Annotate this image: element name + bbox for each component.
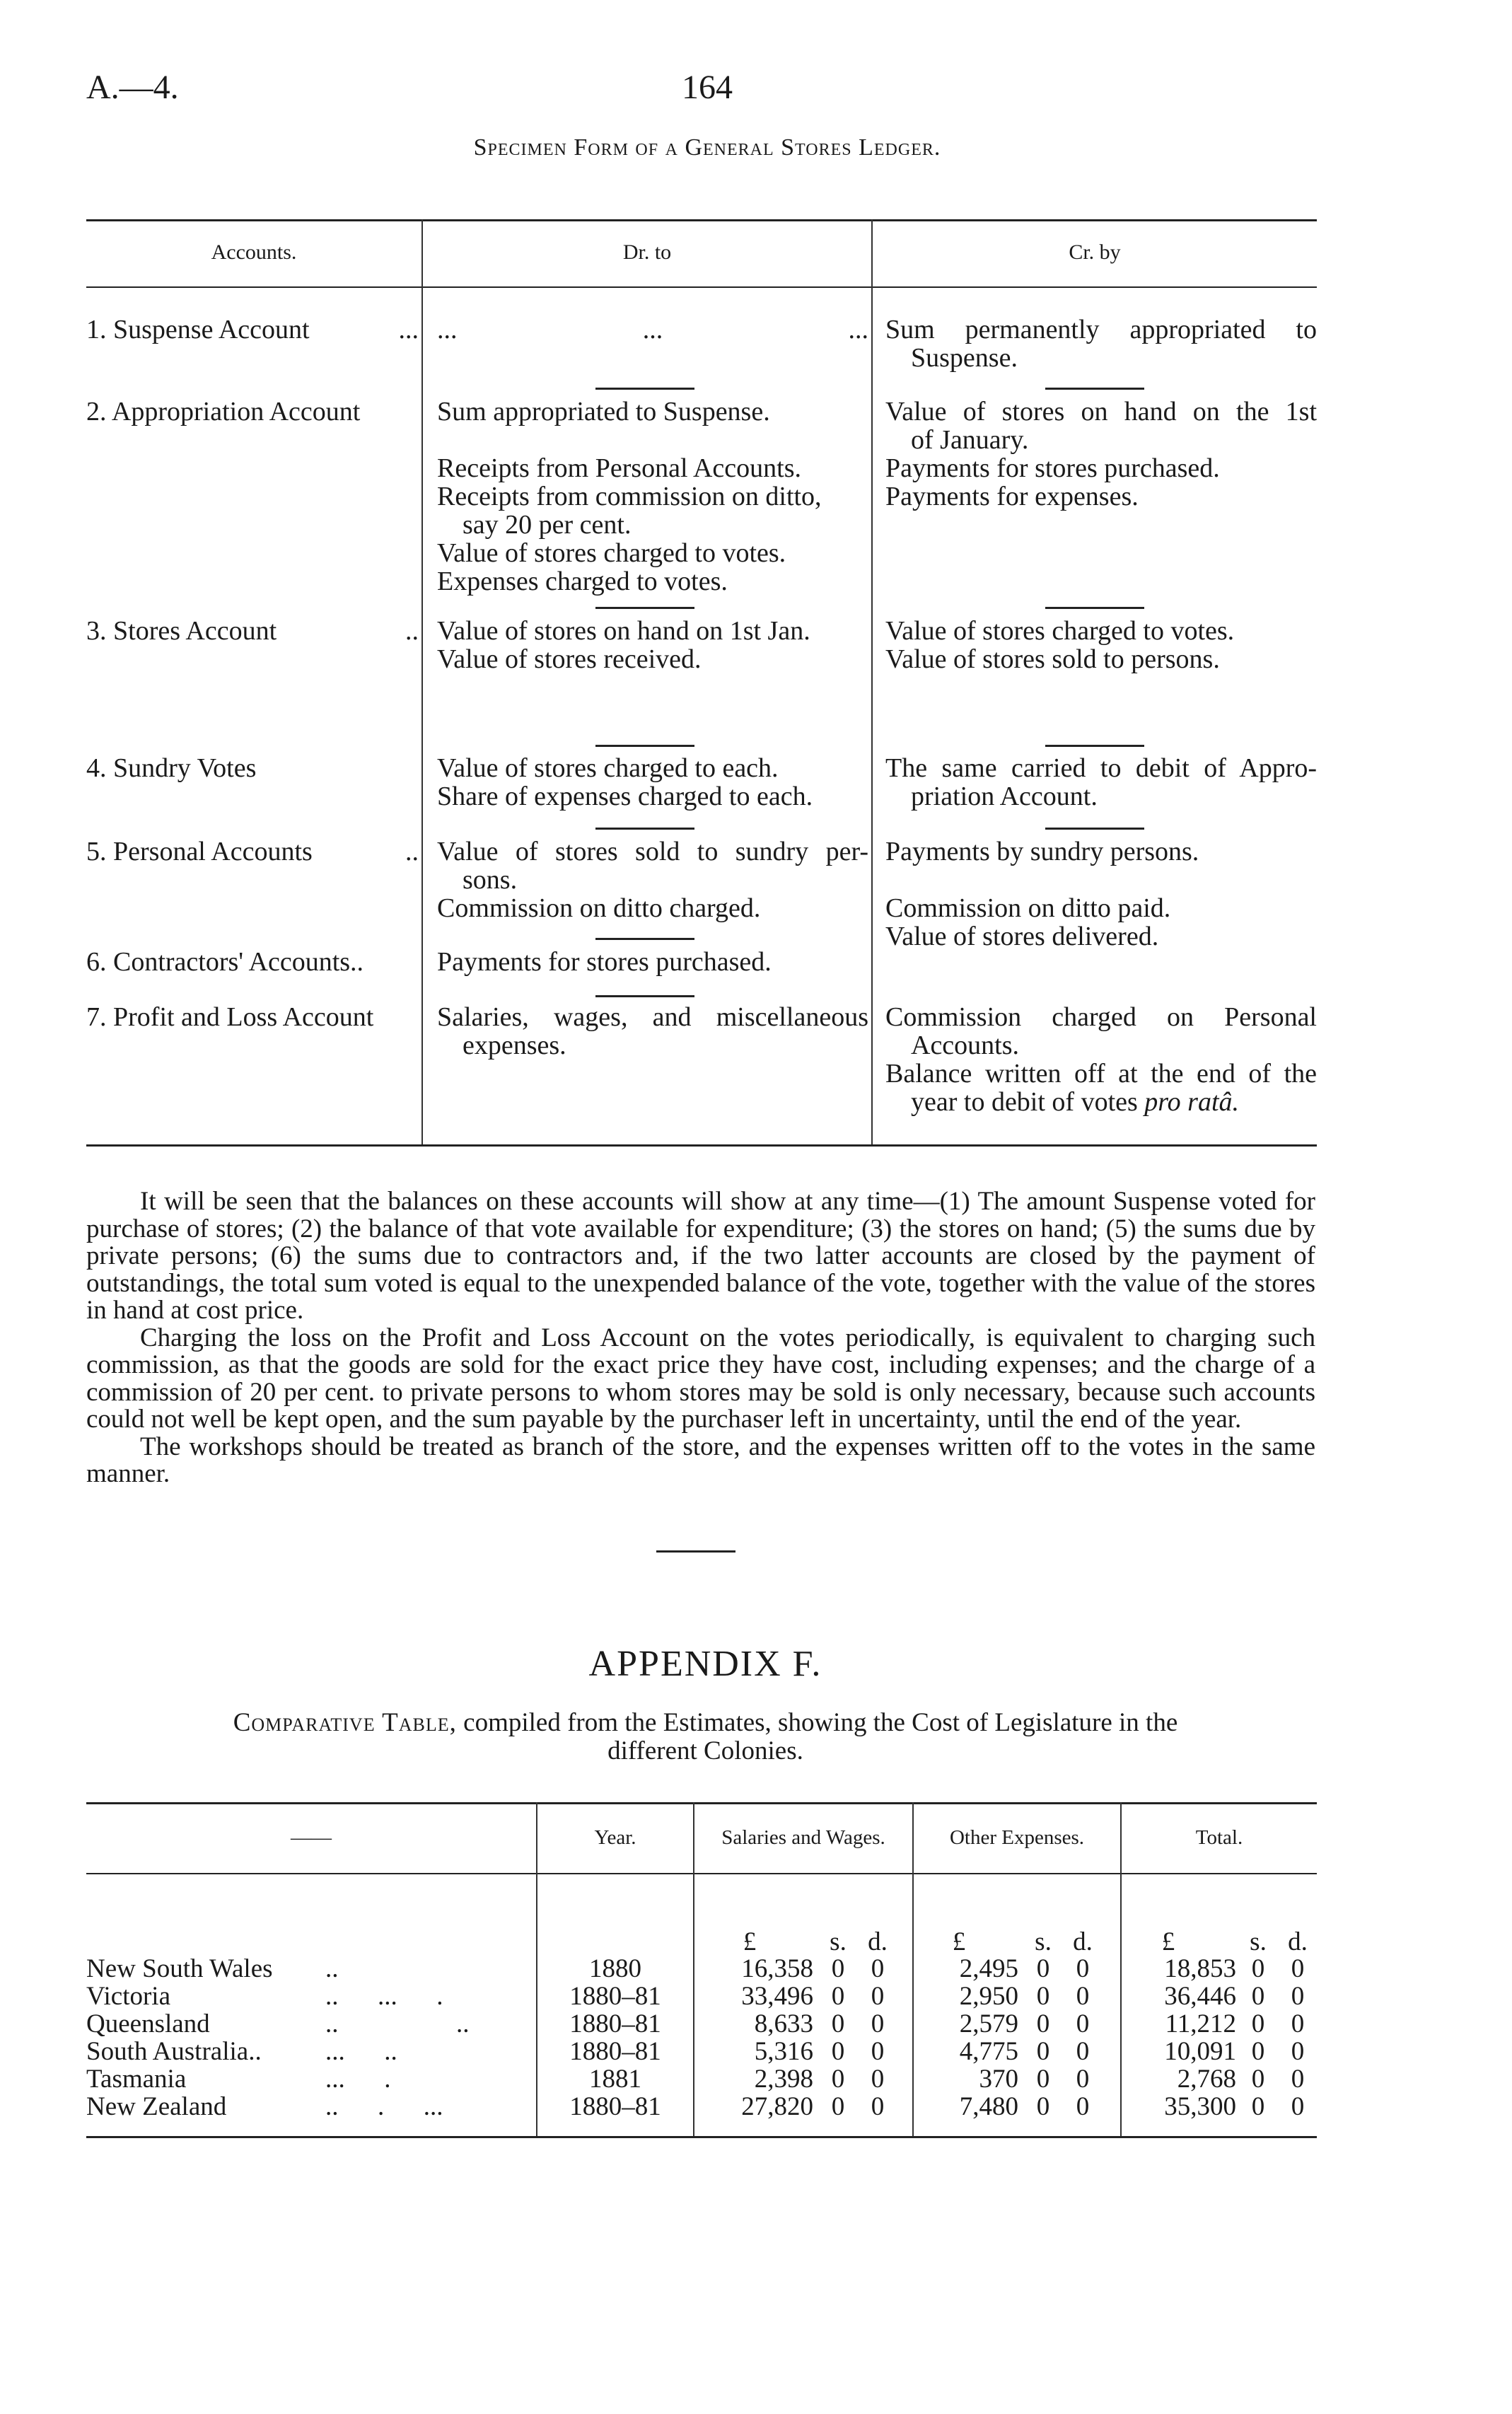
- debit-entry: [437, 754, 868, 811]
- unit-pound: £: [952, 1927, 966, 1956]
- cell-leader: ... ..: [325, 2037, 397, 2066]
- cell-leader: .. ... .: [325, 1982, 443, 2011]
- cell-salaries: 8,633: [754, 2009, 813, 2038]
- cell-other: 2,495: [959, 1954, 1018, 1983]
- cell-sal-s: 0: [831, 2037, 845, 2066]
- entry-text: Sum appropriated to Suspense.: [437, 397, 770, 426]
- entry-line: [437, 1031, 868, 1060]
- section-divider: [656, 1550, 735, 1553]
- entry-text: expenses.: [463, 1031, 566, 1060]
- separator-rule: [1045, 607, 1144, 609]
- cell-oth-d: 0: [1076, 1982, 1090, 2011]
- entry-line: [437, 837, 868, 866]
- entry-line: [885, 866, 1317, 894]
- ledger-top-rule: [86, 219, 1317, 221]
- cell-total: 36,446: [1164, 1982, 1236, 2011]
- header-cr: Cr. by: [1069, 240, 1121, 264]
- entry-line: [437, 567, 868, 596]
- cell-oth-d: 0: [1076, 2092, 1090, 2121]
- unit-pence: d.: [868, 1927, 888, 1956]
- entry-text: Value of stores delivered.: [885, 922, 1159, 951]
- entry-line: [885, 398, 1317, 426]
- account-label: 2. Appropriation Account: [86, 397, 361, 426]
- entry-text: Value of stores charged to votes.: [437, 538, 786, 568]
- entry-text: Value of stores charged to each.: [437, 753, 779, 783]
- cell-sal-s: 0: [831, 2009, 845, 2038]
- debit-entry: [437, 398, 868, 596]
- debit-entry: [437, 948, 868, 976]
- unit-shilling: s.: [830, 1927, 847, 1956]
- entry-text: of January.: [911, 425, 1029, 455]
- entry-text: Share of expenses charged to each.: [437, 782, 813, 811]
- cell-leader: ... .: [325, 2065, 391, 2094]
- cell-colony: Queensland: [86, 2009, 210, 2038]
- header-other: Other Expenses.: [949, 1826, 1085, 1849]
- entry-line: [437, 482, 868, 511]
- entry-text: Value of stores sold to sundry per-: [437, 837, 868, 866]
- ledger-account: [86, 617, 419, 645]
- entry-line: [437, 617, 868, 645]
- entry-line: [437, 398, 868, 426]
- cell-total: 11,212: [1165, 2009, 1236, 2038]
- entry-text: sons.: [463, 865, 518, 895]
- cell-salaries: 33,496: [741, 1982, 813, 2011]
- ledger-account: [86, 398, 419, 426]
- cell-total: 10,091: [1164, 2037, 1236, 2066]
- separator-rule: [595, 388, 694, 390]
- entry-text: priation Account.: [911, 782, 1098, 811]
- cell-colony: New South Wales: [86, 1954, 273, 1983]
- table-bottom-rule: [86, 2136, 1317, 2138]
- cell-tot-s: 0: [1251, 2065, 1265, 2094]
- leader-dots: ..: [405, 616, 419, 646]
- entry-text: year to debit of votes: [911, 1087, 1145, 1117]
- credit-entry: [885, 1003, 1317, 1116]
- cell-other: 4,775: [959, 2037, 1018, 2066]
- entry-text: Accounts.: [911, 1031, 1020, 1060]
- cell-leader: .. ..: [325, 2009, 470, 2038]
- cell-oth-d: 0: [1076, 2037, 1090, 2066]
- entry-text: ... ... ...: [437, 315, 868, 344]
- ledger-divider-right: [871, 219, 873, 1144]
- entry-line: [885, 344, 1317, 372]
- cell-sal-s: 0: [831, 2065, 845, 2094]
- explanatory-text: [86, 1188, 1315, 1488]
- table-top-rule: [86, 1802, 1317, 1804]
- unit-pound: £: [743, 1927, 757, 1956]
- separator-rule: [595, 745, 694, 747]
- entry-text: say 20 per cent.: [463, 510, 632, 540]
- header-dr: Dr. to: [622, 240, 672, 264]
- cell-total: 18,853: [1164, 1954, 1236, 1983]
- cell-oth-s: 0: [1036, 1982, 1050, 2011]
- cell-sal-s: 0: [831, 1982, 845, 2011]
- account-label: 6. Contractors' Accounts..: [86, 947, 364, 977]
- entry-line: [437, 426, 868, 454]
- cell-oth-s: 0: [1036, 1954, 1050, 1983]
- cell-sal-d: 0: [871, 2009, 885, 2038]
- table-header-rule: [86, 1873, 1317, 1874]
- entry-italic: pro ratâ.: [1144, 1087, 1240, 1117]
- entry-text: Commission charged on Personal: [885, 1002, 1317, 1032]
- entry-text: Value of stores received.: [437, 644, 702, 674]
- cell-oth-d: 0: [1076, 1954, 1090, 1983]
- entry-text: Value of stores on hand on 1st Jan.: [437, 616, 810, 646]
- account-label: 5. Personal Accounts: [86, 837, 313, 866]
- entry-line: [885, 617, 1317, 645]
- entry-line: [437, 866, 868, 894]
- entry-line: [885, 482, 1317, 511]
- credit-entry: [885, 617, 1317, 673]
- header-total: Total.: [1195, 1826, 1243, 1849]
- entry-line: [885, 894, 1317, 922]
- cell-tot-s: 0: [1251, 2009, 1265, 2038]
- cell-total: 2,768: [1177, 2065, 1236, 2094]
- cell-colony: Tasmania: [86, 2065, 187, 2094]
- entry-line: [885, 426, 1317, 454]
- appendix-caption: [0, 1709, 1411, 1765]
- unit-pound: £: [1161, 1927, 1175, 1956]
- table-divider: [1120, 1802, 1122, 2136]
- entry-line: [885, 782, 1317, 811]
- entry-text: Commission on ditto paid.: [885, 893, 1171, 923]
- account-label: 7. Profit and Loss Account: [86, 1002, 374, 1032]
- entry-line: [885, 754, 1317, 782]
- cell-sal-d: 0: [871, 1982, 885, 2011]
- ledger-bottom-rule: [86, 1144, 1317, 1147]
- table-divider: [912, 1802, 914, 2136]
- cell-sal-d: 0: [871, 2092, 885, 2121]
- debit-entry: [437, 1003, 868, 1060]
- page-number: 164: [682, 69, 733, 106]
- entry-text: Value of stores charged to votes.: [885, 616, 1235, 646]
- paragraph: Charging the loss on the Profit and Loss Account on the votes periodically, is equivalent to charging such commission, as that the goods are sold for the exact price they have cost, including expenses; and the charge of a commission of 20 per cent. to private persons to whom stores may be sold is only necessary, because such accounts could not well be kept open, and the sum payable by the purchaser left in uncertainty, until the end of the year.: [86, 1323, 1315, 1434]
- header-year: Year.: [594, 1826, 636, 1849]
- entry-text: Payments by sundry persons.: [885, 837, 1199, 866]
- entry-line: [885, 1088, 1317, 1116]
- separator-rule: [1045, 828, 1144, 830]
- ledger-account: [86, 948, 419, 976]
- entry-line: [885, 315, 1317, 344]
- separator-rule: [595, 995, 694, 997]
- entry-line: [885, 1003, 1317, 1031]
- cell-salaries: 16,358: [741, 1954, 813, 1983]
- cell-oth-s: 0: [1036, 2065, 1050, 2094]
- separator-rule: [595, 828, 694, 830]
- cell-tot-d: 0: [1291, 2009, 1305, 2038]
- ledger-header-rule: [86, 286, 1317, 288]
- debit-entry: [437, 837, 868, 922]
- separator-rule: [1045, 745, 1144, 747]
- cell-tot-d: 0: [1291, 1982, 1305, 2011]
- ledger-title: Specimen Form of a General Stores Ledger.: [473, 134, 941, 161]
- leader-dots: ...: [398, 315, 419, 344]
- entry-text: Payments for stores purchased.: [885, 453, 1220, 483]
- credit-entry: [885, 754, 1317, 811]
- entry-text: Value of stores on hand on the 1st: [885, 397, 1317, 426]
- header-accounts: Accounts.: [211, 240, 297, 264]
- cell-other: 2,579: [959, 2009, 1018, 2038]
- entry-line: [437, 948, 868, 976]
- cell-total: 35,300: [1164, 2092, 1236, 2121]
- entry-text: Balance written off at the end of the: [885, 1059, 1317, 1089]
- cell-oth-d: 0: [1076, 2065, 1090, 2094]
- cell-tot-d: 0: [1291, 2065, 1305, 2094]
- cell-year: 1880–81: [569, 2009, 661, 2038]
- cell-tot-d: 0: [1291, 2092, 1305, 2121]
- page-reference: A.—4.: [86, 69, 179, 106]
- entry-line: [437, 454, 868, 482]
- cell-other: 370: [979, 2065, 1018, 2094]
- caption-rest: compiled from the Estimates, showing the Cost of Legislature in the: [456, 1708, 1178, 1737]
- entry-line: [437, 782, 868, 811]
- paragraph: The workshops should be treated as branch of the store, and the expenses written off to the votes in the same manner.: [86, 1432, 1315, 1488]
- cell-tot-s: 0: [1251, 2037, 1265, 2066]
- header-colony: ——: [291, 1826, 332, 1849]
- cell-tot-d: 0: [1291, 2037, 1305, 2066]
- paragraph: It will be seen that the balances on these accounts will show at any time—(1) The amount Suspense voted for purchase of stores; (2) the balance of that vote available for expenditure; (3) the stores on hand; (5) the sums due by private persons; (6) the sums due to contractors and, if the two latter accounts are closed by the payment of outstandings, the total sum voted is equal to the unexpended balance of the vote, together with the value of the stores in hand at cost price.: [86, 1187, 1315, 1325]
- cell-colony: South Australia..: [86, 2037, 262, 2066]
- caption-lead: Comparative Table,: [233, 1708, 457, 1737]
- ledger-account: [86, 754, 419, 782]
- cell-year: 1881: [589, 2065, 641, 2094]
- unit-pence: d.: [1073, 1927, 1093, 1956]
- separator-rule: [595, 607, 694, 609]
- cell-year: 1880–81: [569, 1982, 661, 2011]
- ledger-divider-left: [421, 219, 423, 1144]
- cell-year: 1880: [589, 1954, 641, 1983]
- cell-leader: ..: [325, 1954, 339, 1983]
- entry-text: Payments for stores purchased.: [437, 947, 772, 977]
- ledger-account: [86, 1003, 419, 1031]
- entry-text: Sum permanently appropriated to: [885, 315, 1317, 344]
- cell-oth-s: 0: [1036, 2092, 1050, 2121]
- cell-leader: .. . ...: [325, 2092, 443, 2121]
- cell-tot-d: 0: [1291, 1954, 1305, 1983]
- cell-oth-s: 0: [1036, 2037, 1050, 2066]
- debit-entry: [437, 315, 868, 344]
- entry-text: Salaries, wages, and miscellaneous: [437, 1002, 868, 1032]
- cell-sal-s: 0: [831, 1954, 845, 1983]
- cell-salaries: 2,398: [754, 2065, 813, 2094]
- separator-rule: [1045, 388, 1144, 390]
- entry-line: [437, 315, 868, 344]
- entry-line: [437, 539, 868, 567]
- entry-line: [885, 1060, 1317, 1088]
- leader-dots: ..: [405, 837, 419, 866]
- cell-sal-d: 0: [871, 1954, 885, 1983]
- unit-pence: d.: [1288, 1927, 1308, 1956]
- entry-text: Value of stores sold to persons.: [885, 644, 1220, 674]
- entry-line: [885, 1031, 1317, 1060]
- entry-line: [437, 894, 868, 922]
- credit-entry: [885, 398, 1317, 511]
- cell-salaries: 27,820: [741, 2092, 813, 2121]
- entry-line: [437, 1003, 868, 1031]
- entry-line: [437, 754, 868, 782]
- cell-salaries: 5,316: [754, 2037, 813, 2066]
- cell-other: 2,950: [959, 1982, 1018, 2011]
- cell-colony: New Zealand: [86, 2092, 227, 2121]
- appendix-title: APPENDIX F.: [588, 1644, 822, 1684]
- table-divider: [693, 1802, 694, 2136]
- entry-line: [885, 922, 1317, 951]
- entry-line: [437, 645, 868, 673]
- cell-oth-s: 0: [1036, 2009, 1050, 2038]
- cell-tot-s: 0: [1251, 1982, 1265, 2011]
- entry-text: Payments for expenses.: [885, 482, 1139, 511]
- entry-text: Commission on ditto charged.: [437, 893, 761, 923]
- ledger-account: [86, 837, 419, 866]
- separator-rule: [595, 938, 694, 940]
- account-label: 1. Suspense Account: [86, 315, 310, 344]
- entry-text: Receipts from commission on ditto,: [437, 482, 822, 511]
- cell-tot-s: 0: [1251, 1954, 1265, 1983]
- entry-line: [885, 645, 1317, 673]
- account-label: 4. Sundry Votes: [86, 753, 257, 783]
- cell-oth-d: 0: [1076, 2009, 1090, 2038]
- cell-other: 7,480: [959, 2092, 1018, 2121]
- unit-shilling: s.: [1035, 1927, 1052, 1956]
- credit-entry: [885, 837, 1317, 951]
- cell-sal-d: 0: [871, 2065, 885, 2094]
- cell-year: 1880–81: [569, 2037, 661, 2066]
- cell-sal-d: 0: [871, 2037, 885, 2066]
- cell-colony: Victoria: [86, 1982, 171, 2011]
- cell-year: 1880–81: [569, 2092, 661, 2121]
- ledger-account: [86, 315, 419, 344]
- debit-entry: [437, 617, 868, 673]
- entry-line: [885, 454, 1317, 482]
- entry-line: [437, 511, 868, 539]
- cell-tot-s: 0: [1251, 2092, 1265, 2121]
- header-salaries: Salaries and Wages.: [721, 1826, 885, 1849]
- unit-shilling: s.: [1250, 1927, 1267, 1956]
- entry-text: Expenses charged to votes.: [437, 567, 728, 596]
- caption-line2: different Colonies.: [607, 1736, 803, 1765]
- entry-text: Suspense.: [911, 343, 1018, 373]
- entry-text: The same carried to debit of Appro-: [885, 753, 1317, 783]
- account-label: 3. Stores Account: [86, 616, 277, 646]
- entry-text: Receipts from Personal Accounts.: [437, 453, 802, 483]
- entry-line: [885, 837, 1317, 866]
- credit-entry: [885, 315, 1317, 372]
- cell-sal-s: 0: [831, 2092, 845, 2121]
